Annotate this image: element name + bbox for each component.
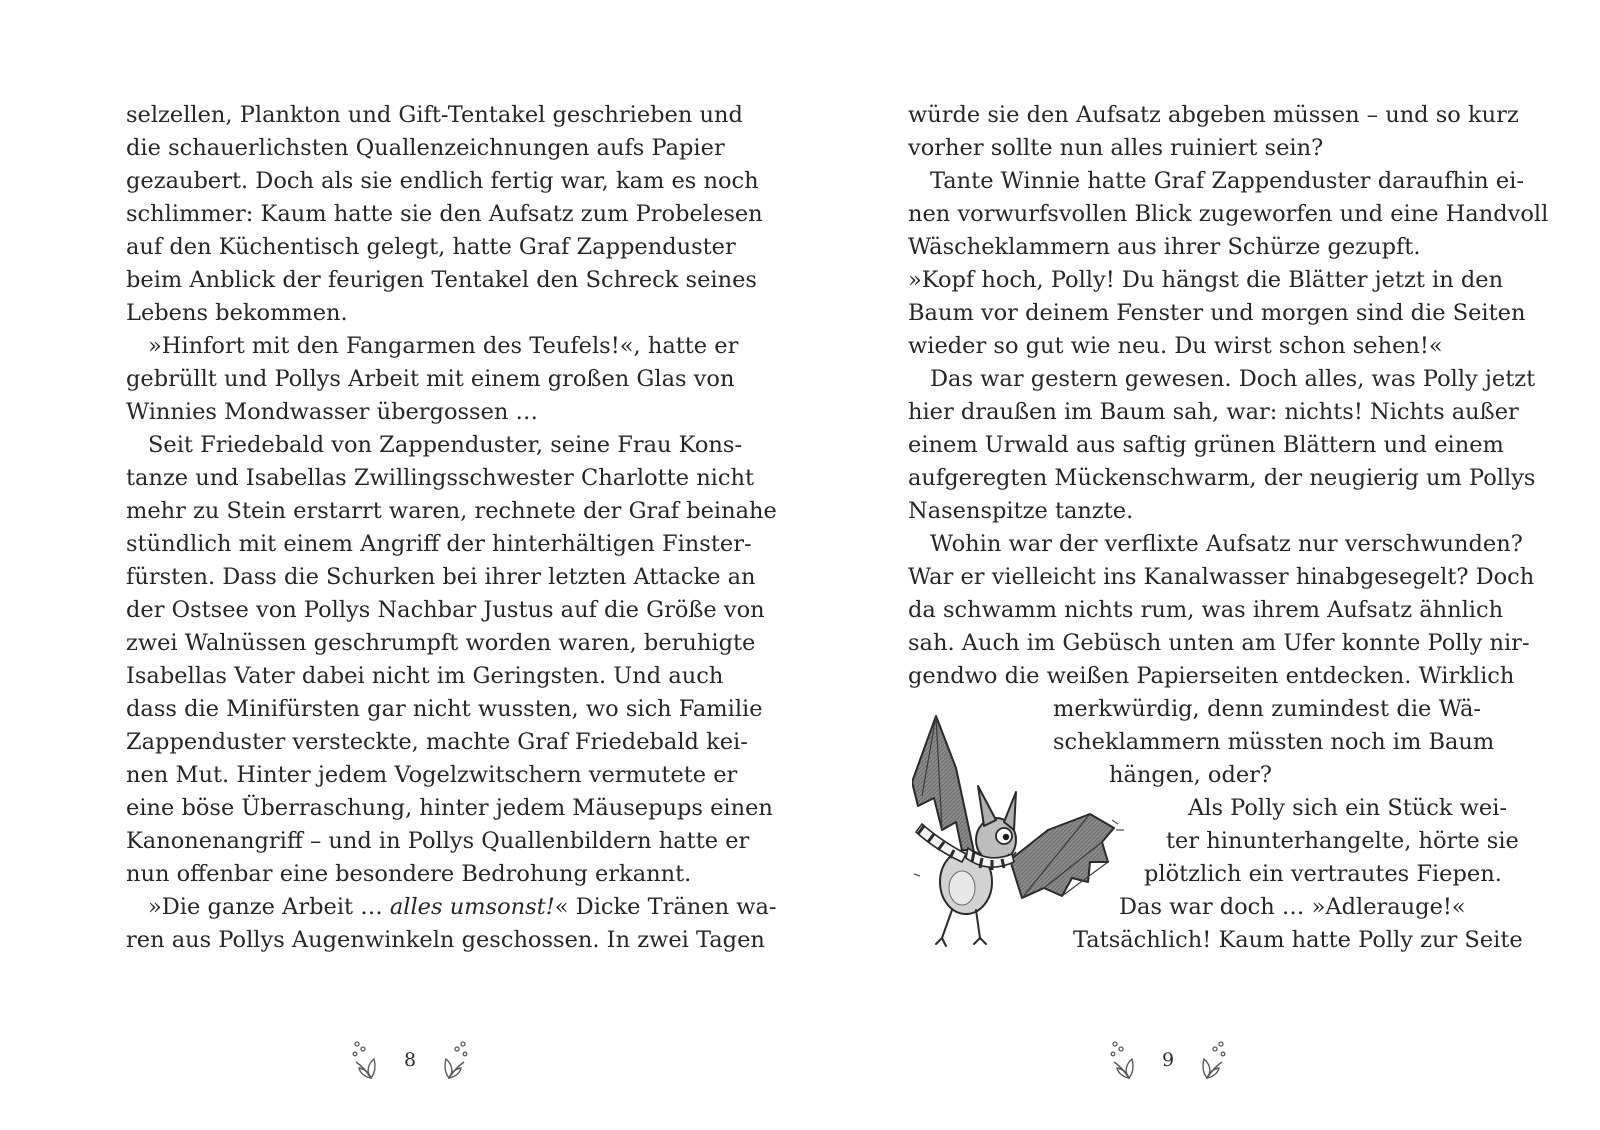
text-line: einem Urwald aus saftig grünen Blättern und einem (908, 432, 1504, 458)
text-line: Seit Friedebald von Zappenduster, seine Frau Kons- (148, 432, 743, 458)
text-line: Das war gestern gewesen. Doch alles, was Polly jetzt (930, 366, 1536, 392)
page-footer-right (1110, 1038, 1226, 1082)
text-line: Tante Winnie hatte Graf Zappenduster daraufhin ei- (930, 168, 1524, 194)
text-line: fürsten. Dass die Schurken bei ihrer letzten Attacke an (126, 564, 756, 590)
text-line: Winnies Mondwasser übergossen … (126, 399, 539, 425)
text-line: ren aus Pollys Augenwinkeln geschossen. In zwei Tagen (126, 927, 765, 953)
text-line: beim Anblick der feurigen Tentakel den Schreck seines (126, 267, 757, 293)
bat-with-striped-scarf-icon (912, 712, 1148, 948)
text-line: »Kopf hoch, Polly! Du hängst die Blätter jetzt in den (908, 267, 1504, 293)
text-line: hängen, oder? (1109, 762, 1272, 788)
text-line: Isabellas Vater dabei nicht im Geringsten. Und auch (126, 663, 724, 689)
text-line: Lebens bekommen. (126, 300, 348, 326)
text-line: vorher sollte nun alles ruiniert sein? (908, 135, 1324, 161)
text-line: wieder so gut wie neu. Du wirst schon sehen!« (908, 333, 1443, 359)
text-line: Das war doch … »Adlerauge!« (1119, 894, 1466, 920)
text-line: der Ostsee von Pollys Nachbar Justus auf die Größe von (126, 597, 765, 623)
text-line: Nasenspitze tanzte. (908, 498, 1134, 524)
page-number: 8 (404, 1049, 417, 1071)
text-line: plötzlich ein vertrautes Fiepen. (1144, 861, 1502, 887)
text-line: mehr zu Stein erstarrt waren, rechnete der Graf beinahe (126, 498, 777, 524)
text-line: selzellen, Plankton und Gift-Tentakel geschrieben und (126, 102, 743, 128)
text-line: gezaubert. Doch als sie endlich fertig war, kam es noch (126, 168, 759, 194)
text-line: aufgeregten Mückenschwarm, der neugierig um Pollys (908, 465, 1536, 491)
text-line: nen vorwurfsvollen Blick zugeworfen und eine Handvoll (908, 201, 1549, 227)
text-line: die schauerlichsten Quallenzeichnungen aufs Papier (126, 135, 725, 161)
text-line: zwei Walnüssen geschrumpft worden waren, beruhigte (126, 630, 756, 656)
sprout-ornament-icon (438, 1040, 468, 1080)
text-line: Baum vor deinem Fenster und morgen sind die Seiten (908, 300, 1526, 326)
text-line: schlimmer: Kaum hatte sie den Aufsatz zum Probelesen (126, 201, 763, 227)
text-line: nen Mut. Hinter jedem Vogelzwitschern vermutete er (126, 762, 738, 788)
page-footer-left (352, 1038, 468, 1082)
text-line: eine böse Überraschung, hinter jedem Mäusepups einen (126, 795, 773, 821)
text-line: gebrüllt und Pollys Arbeit mit einem großen Glas von (126, 366, 735, 392)
sprout-ornament-icon (352, 1040, 382, 1080)
text-run: « Dicke Tränen wa- (554, 894, 777, 920)
text-line: tanze und Isabellas Zwillingsschwester Charlotte nicht (126, 465, 755, 491)
sprout-ornament-icon (1110, 1040, 1140, 1080)
text-line: Zappenduster versteckte, machte Graf Friedebald kei- (126, 729, 748, 755)
text-line: Als Polly sich ein Stück wei- (1188, 795, 1508, 821)
right-page (800, 0, 1600, 1130)
italic-text-run: alles umsonst! (389, 894, 555, 920)
text-line: ter hinunterhangelte, hörte sie (1166, 828, 1519, 854)
text-line: Wohin war der verflixte Aufsatz nur verschwunden? (930, 531, 1523, 557)
text-line: »Hinfort mit den Fangarmen des Teufels!«, hatte er (148, 333, 739, 359)
text-line: Wäscheklammern aus ihrer Schürze gezupft. (908, 234, 1421, 260)
text-line: scheklammern müssten noch im Baum (1053, 729, 1495, 755)
text-line: Tatsächlich! Kaum hatte Polly zur Seite (1073, 927, 1523, 953)
text-line: nun offenbar eine besondere Bedrohung erkannt. (126, 861, 692, 887)
text-line: auf den Küchentisch gelegt, hatte Graf Zappenduster (126, 234, 736, 260)
text-line: War er vielleicht ins Kanalwasser hinabgesegelt? Doch (908, 564, 1535, 590)
page-number: 9 (1162, 1049, 1175, 1071)
text-line: hier draußen im Baum sah, war: nichts! Nichts außer (908, 399, 1519, 425)
text-line: dass die Minifürsten gar nicht wussten, wo sich Familie (126, 696, 763, 722)
text-line: merkwürdig, denn zumindest die Wä- (1053, 696, 1481, 722)
text-line: sah. Auch im Gebüsch unten am Ufer konnte Polly nir- (908, 630, 1530, 656)
text-line: gendwo die weißen Papierseiten entdecken. Wirklich (908, 663, 1515, 689)
sprout-ornament-icon (1196, 1040, 1226, 1080)
text-line: Kanonenangriff – und in Pollys Quallenbildern hatte er (126, 828, 750, 854)
text-line: stündlich mit einem Angriff der hinterhältigen Finster- (126, 531, 752, 557)
text-line: würde sie den Aufsatz abgeben müssen – und so kurz (908, 102, 1519, 128)
text-line: da schwamm nichts rum, was ihrem Aufsatz ähnlich (908, 597, 1504, 623)
text-run: »Die ganze Arbeit … (148, 894, 390, 920)
text-line-mixed (148, 890, 777, 924)
